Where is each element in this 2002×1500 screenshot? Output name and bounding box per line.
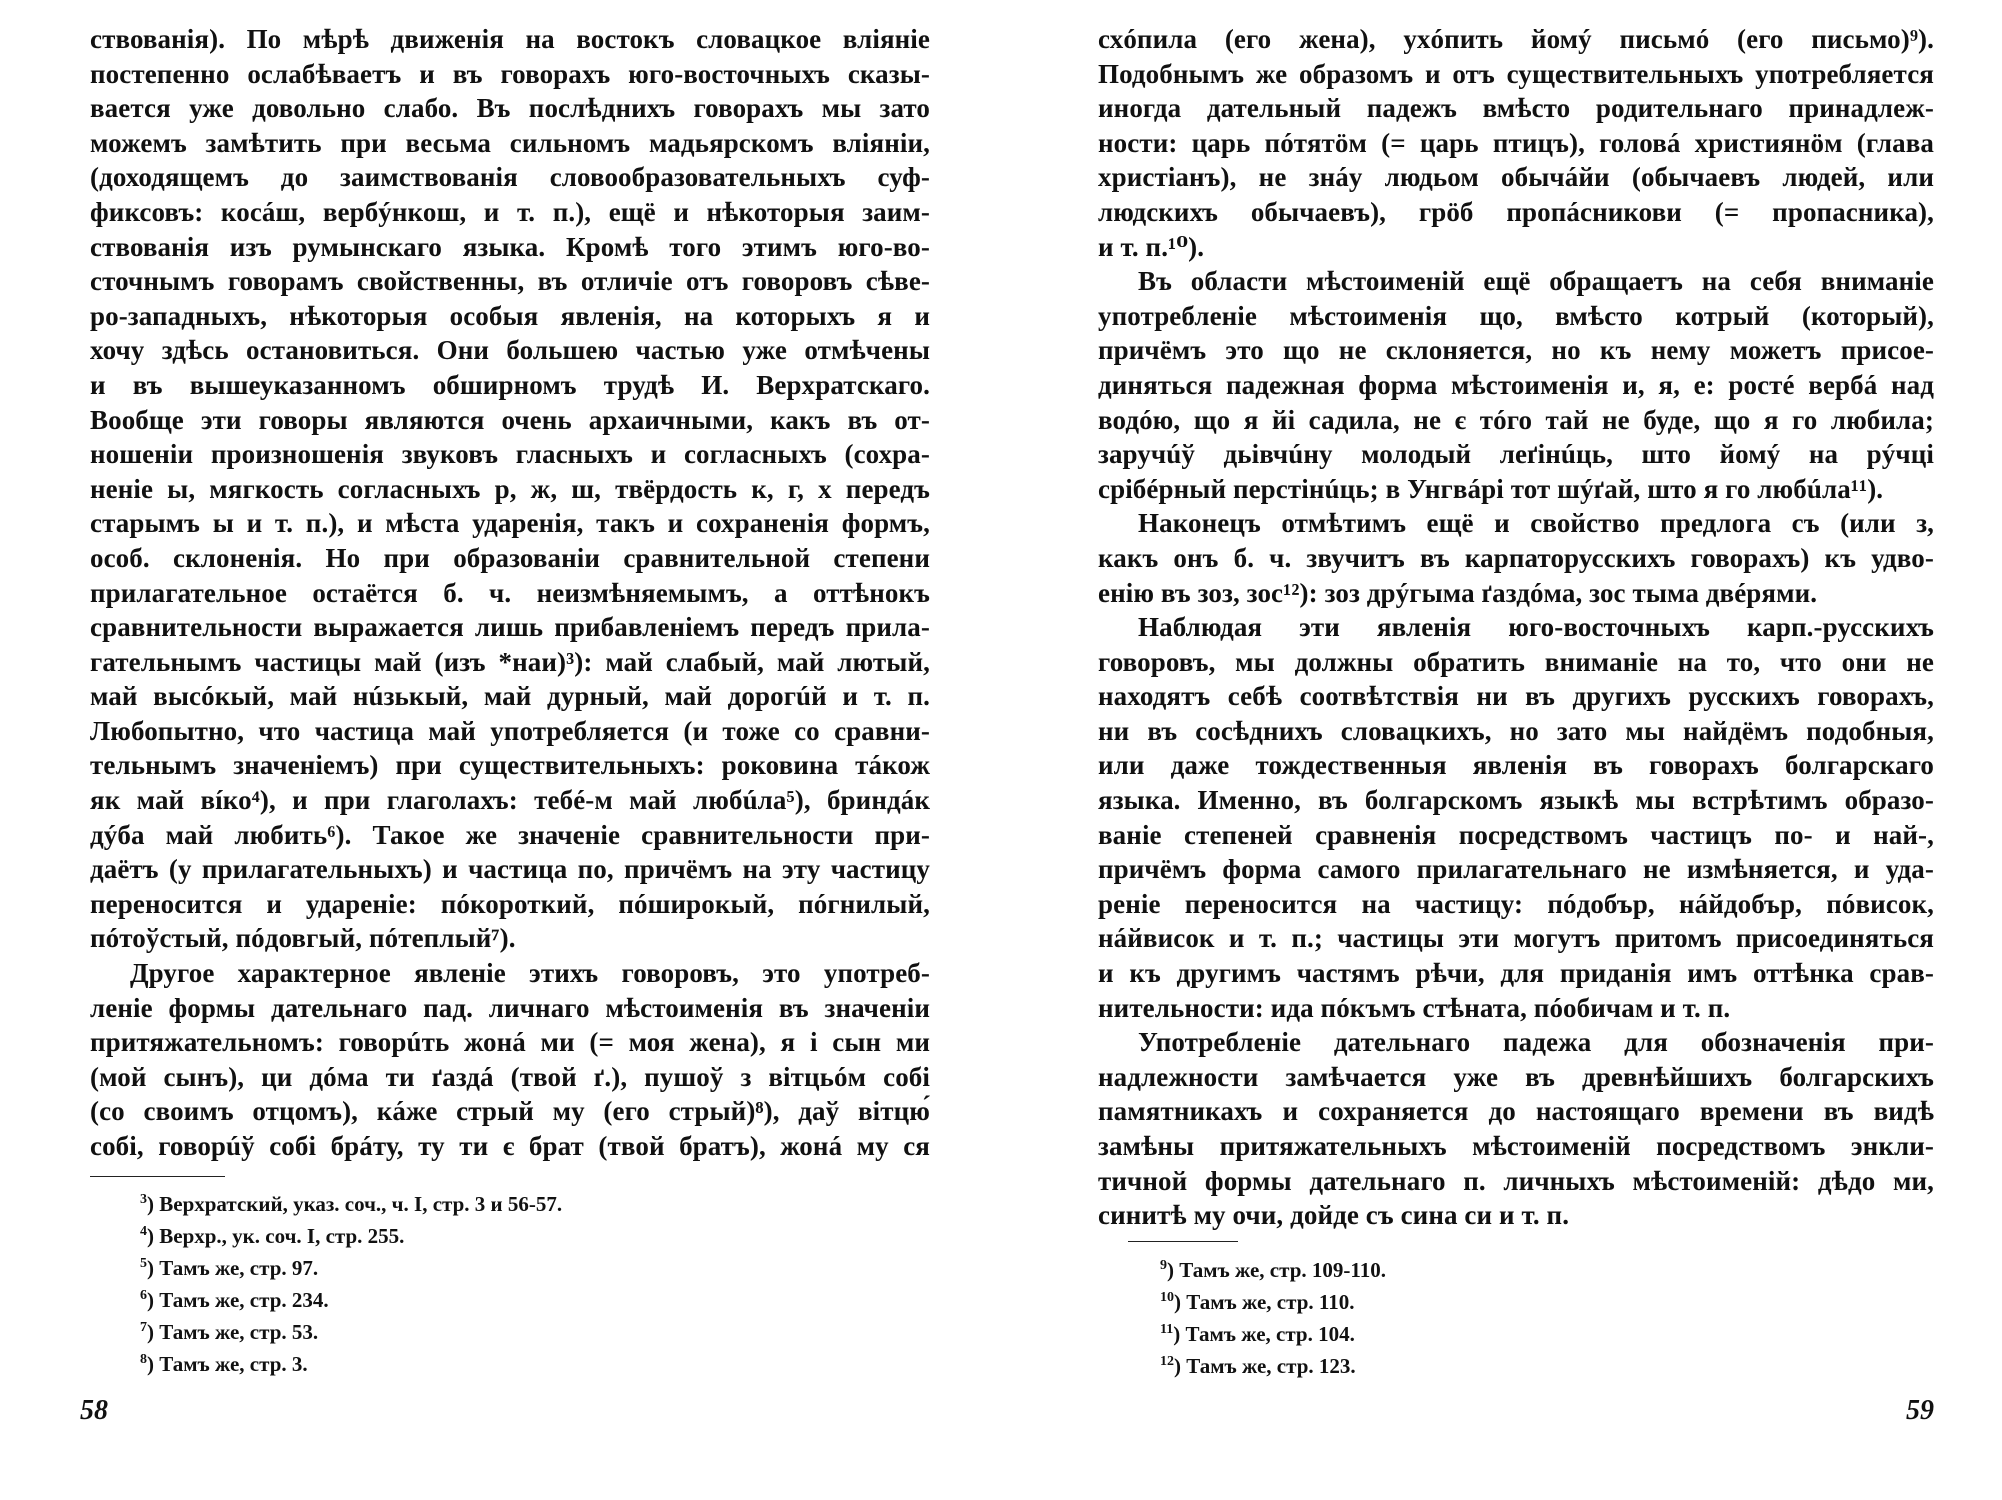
text-line: собі, говорúў собі брáту, ту ти є брат (твой братъ), жонá му ся xyxy=(90,1131,930,1161)
text-line: тельнымъ значеніемъ) при существительныхъ: роковина тáкож xyxy=(90,750,930,781)
footnote-text: Тамъ же, стр. 97. xyxy=(159,1256,319,1280)
footnote-divider xyxy=(1128,1241,1238,1242)
footnote xyxy=(140,1344,562,1376)
footnote-paren: ) xyxy=(1174,1290,1187,1314)
text-line: май высóкый, май нúзькый, май дурный, май дорогúй и т. п. xyxy=(90,681,930,712)
text-line: синитѣ му очи, дойде съ сина си и т. п. xyxy=(1098,1200,1570,1231)
text-line: Вообще эти говоры являются очень архаичными, какъ въ от- xyxy=(90,404,930,435)
text-line: Въ области мѣстоименій ещё обращаетъ на себя вниманіе xyxy=(1138,266,1934,297)
footnote xyxy=(1160,1282,1386,1314)
footnote-text: Тамъ же, стр. 110. xyxy=(1186,1290,1355,1314)
paragraph xyxy=(1098,264,1934,506)
paragraph xyxy=(1098,1025,1934,1233)
text-line: какъ онъ б. ч. звучитъ въ карпаторусскихъ говорахъ) къ удво- xyxy=(1098,542,1934,573)
text-line: Наблюдая эти явленія юго-восточныхъ карп.-русскихъ xyxy=(1138,612,1934,643)
paragraph xyxy=(1098,610,1934,1025)
footnote-text: Тамъ же, стр. 234. xyxy=(159,1288,329,1312)
text-line: схóпила (его жена), ухóпить йомý письмó (его письмо)⁹). xyxy=(1098,24,1934,54)
text-line: иногда дательный падежъ вмѣсто родительнаго принадлеж- xyxy=(1098,93,1934,124)
text-line: ношеніи произношенія звуковъ гласныхъ и согласныхъ (сохра- xyxy=(90,439,930,470)
text-line: и къ другимъ частямъ рѣчи, для приданія имъ оттѣнка срав- xyxy=(1098,958,1934,989)
text-line: причёмъ форма самого прилагательнаго не измѣняется, и уда- xyxy=(1098,854,1934,885)
text-line: як май вíко⁴), и при глаголахъ: тебé-м май любúла⁵), бриндáк xyxy=(90,785,930,816)
footnote-paren: ) xyxy=(1167,1258,1180,1282)
footnote-text: Верхратский, указ. соч., ч. I, стр. 3 и 56-57. xyxy=(159,1192,563,1216)
paragraph xyxy=(90,22,930,956)
text-line: притяжательномъ: говорúть жонá ми (= моя жена), я і сын ми xyxy=(90,1027,930,1058)
footnote-number: 10 xyxy=(1160,1290,1174,1305)
text-line: нительности: ида пóкъмъ стѣната, пóобичам и т. п. xyxy=(1098,992,1731,1023)
text-line: леніе формы дательнаго пад. личнаго мѣстоименія въ значеніи xyxy=(90,992,930,1023)
footnote-number: 7 xyxy=(140,1320,147,1335)
footnote-divider xyxy=(90,1176,225,1177)
text-line: ствованія изъ румынскаго языка. Кромѣ того этимъ юго-во- xyxy=(90,231,930,262)
page-number: 58 xyxy=(80,1395,108,1426)
left-page-body xyxy=(90,22,930,1164)
text-line: постепенно ослабѣваетъ и въ говорахъ юго-восточныхъ сказы- xyxy=(90,58,930,89)
text-line: можемъ замѣтить при весьма сильномъ мадьярскомъ вліяніи, xyxy=(90,127,930,158)
text-line: памятникахъ и сохраняется до настоящаго времени въ видѣ xyxy=(1098,1096,1934,1127)
text-line: нáйвисок и т. п.; частицы эти могутъ притомъ присоединяться xyxy=(1098,923,1934,954)
text-line: даётъ (у прилагательныхъ) и частица по, причёмъ на эту частицу xyxy=(90,854,930,885)
text-line: (со своимъ отцомъ), кáже стрый му (его стрый)⁸), даў вітцю́ xyxy=(90,1096,930,1127)
text-line: надлежности замѣчается уже въ древнѣйшихъ болгарскихъ xyxy=(1098,1061,1934,1092)
text-line: ро-западныхъ, нѣкоторыя особыя явленія, на которыхъ я и xyxy=(90,300,930,331)
text-line: срібéрный перстінúць; в Унгвáрі тот шýґай, што я го любúла¹¹). xyxy=(1098,473,1884,504)
text-line: сравнительности выражается лишь прибавленіемъ передъ прила- xyxy=(90,612,930,643)
footnote xyxy=(1160,1314,1386,1346)
text-line: говоровъ, мы должны обратить вниманіе на то, что они не xyxy=(1098,646,1934,677)
footnote-text: Тамъ же, стр. 3. xyxy=(159,1352,308,1376)
text-line: причёмъ это що не склоняется, но къ нему можетъ присое- xyxy=(1098,335,1934,366)
left-footnotes xyxy=(140,1184,562,1376)
footnote-number: 5 xyxy=(140,1256,147,1271)
text-line: ваніе степеней сравненія посредствомъ частицъ по- и най-, xyxy=(1098,819,1934,850)
footnote xyxy=(1160,1250,1386,1282)
text-line: енію въ зоз, зос¹²): зоз дрýгыма ґаздóма, зос тыма двéрями. xyxy=(1098,577,1818,608)
paragraph xyxy=(1098,506,1934,610)
text-line: особ. склоненія. Но при образованіи сравнительной степени xyxy=(90,542,930,573)
footnote-paren: ) xyxy=(147,1320,160,1344)
text-line: заручúў дьівчúну молодый леґінúць, што йомý на рýчці xyxy=(1098,439,1934,470)
text-line: замѣны притяжательныхъ мѣстоименій посредствомъ энкли- xyxy=(1098,1131,1934,1161)
right-page-body xyxy=(1098,22,1934,1233)
text-line: вается уже довольно слабо. Въ послѣднихъ говорахъ мы зато xyxy=(90,93,930,124)
right-page xyxy=(1098,0,1934,1500)
footnote-number: 12 xyxy=(1160,1354,1174,1369)
text-line: реніе переносится на частицу: пóдобър, нáйдобър, пóвисок, xyxy=(1098,888,1934,919)
text-line: и т. п.¹⁰). xyxy=(1098,231,1205,262)
text-line: христіанъ), не знáу людьом обычáйи (обычаевъ людей, или xyxy=(1098,162,1934,193)
footnote xyxy=(140,1312,562,1344)
paragraph xyxy=(90,956,930,1164)
footnote-paren: ) xyxy=(147,1224,160,1248)
text-line: Любопытно, что частица май употребляется (и тоже со сравни- xyxy=(90,715,930,746)
text-line: Другое характерное явленіе этихъ говоровъ, это употреб- xyxy=(130,958,930,989)
text-line: Подобнымъ же образомъ и отъ существительныхъ употребляется xyxy=(1098,58,1934,89)
footnote-text: Тамъ же, стр. 109-110. xyxy=(1179,1258,1386,1282)
footnote-paren: ) xyxy=(1173,1322,1186,1346)
text-line: переносится и удареніе: пóкороткий, пóширокый, пóгнилый, xyxy=(90,888,930,919)
footnote-text: Тамъ же, стр. 123. xyxy=(1186,1354,1356,1378)
footnote xyxy=(140,1248,562,1280)
text-line: языка. Именно, въ болгарскомъ языкѣ мы встрѣтимъ образо- xyxy=(1098,785,1934,816)
text-line: Употребленіе дательнаго падежа для обозначенія при- xyxy=(1138,1027,1934,1058)
text-line: тичной формы дательнаго п. личныхъ мѣстоименій: дѣдо ми, xyxy=(1098,1165,1934,1196)
text-line: людскихъ обычаевъ), грӧб пропáсникови (= пропасника), xyxy=(1098,196,1934,227)
text-line: (мой сынъ), ци дóма ти ґаздá (твой ґ.), пушоў з вітцьóм собі xyxy=(90,1061,930,1092)
text-line: старымъ ы и т. п.), и мѣста ударенія, такъ и сохраненія формъ, xyxy=(90,508,930,539)
text-line: дýба май любить⁶). Такое же значеніе сравнительности при- xyxy=(90,819,930,850)
text-line: ствованія). По мѣрѣ движенія на востокъ словацкое вліяніе xyxy=(90,24,930,54)
footnote-number: 4 xyxy=(140,1224,147,1239)
text-line: и въ вышеуказанномъ обширномъ трудѣ И. Верхратскаго. xyxy=(90,369,930,400)
text-line: водóю, що я йі садила, не є тóго тай не буде, що я го любила; xyxy=(1098,404,1934,435)
footnote-paren: ) xyxy=(147,1256,160,1280)
text-line: употребленіе мѣстоименія що, вмѣсто котрый (который), xyxy=(1098,300,1934,331)
footnote-paren: ) xyxy=(147,1192,160,1216)
footnote-number: 6 xyxy=(140,1288,147,1303)
text-line: ни въ сосѣднихъ словацкихъ, но зато мы найдёмъ подобныя, xyxy=(1098,715,1934,746)
footnote xyxy=(140,1184,562,1216)
footnote xyxy=(1160,1346,1386,1378)
text-line: сточнымъ говорамъ свойственны, въ отличіе отъ говоровъ сѣве- xyxy=(90,266,930,297)
text-line: неніе ы, мягкость согласныхъ р, ж, ш, твёрдость к, г, х передъ xyxy=(90,473,930,504)
page-number: 59 xyxy=(1906,1395,1934,1426)
left-page xyxy=(80,0,930,1500)
text-line: ности: царь пóтятӧм (= царь птицъ), головá християнӧм (глава xyxy=(1098,127,1934,158)
footnote-text: Тамъ же, стр. 104. xyxy=(1185,1322,1355,1346)
footnote-number: 8 xyxy=(140,1352,147,1367)
footnote-number: 11 xyxy=(1160,1322,1174,1337)
footnote xyxy=(140,1280,562,1312)
footnote xyxy=(140,1216,562,1248)
text-line: прилагательное остаётся б. ч. неизмѣняемымъ, а оттѣнокъ xyxy=(90,577,930,608)
text-line: находятъ себѣ соотвѣтствія ни въ другихъ русскихъ говорахъ, xyxy=(1098,681,1934,712)
paragraph xyxy=(1098,22,1934,264)
footnote-number: 3 xyxy=(140,1192,147,1207)
text-line: диняться падежная форма мѣстоименія и, я, е: ростé вербá над xyxy=(1098,369,1934,400)
text-line: гательнымъ частицы май (изъ *наи)³): май слабый, май лютый, xyxy=(90,646,930,677)
footnote-text: Тамъ же, стр. 53. xyxy=(159,1320,319,1344)
text-line: пóтоўстый, пóдовгый, пóтеплый⁷). xyxy=(90,923,516,954)
footnote-paren: ) xyxy=(147,1288,160,1312)
text-line: фиксовъ: косáш, вербýнкош, и т. п.), ещё и нѣкоторыя заим- xyxy=(90,196,930,227)
text-line: или даже тождественныя явленія въ говорахъ болгарскаго xyxy=(1098,750,1934,781)
footnote-paren: ) xyxy=(147,1352,160,1376)
footnote-number: 9 xyxy=(1160,1258,1167,1273)
footnote-paren: ) xyxy=(1174,1354,1187,1378)
text-line: хочу здѣсь остановиться. Они большею частью уже отмѣчены xyxy=(90,335,930,366)
footnote-text: Верхр., ук. соч. I, стр. 255. xyxy=(159,1224,405,1248)
text-line: Наконецъ отмѣтимъ ещё и свойство предлога съ (или з, xyxy=(1138,508,1934,539)
right-footnotes xyxy=(1160,1250,1386,1378)
text-line: (доходящемъ до заимствованія словообразовательныхъ суф- xyxy=(90,162,930,193)
